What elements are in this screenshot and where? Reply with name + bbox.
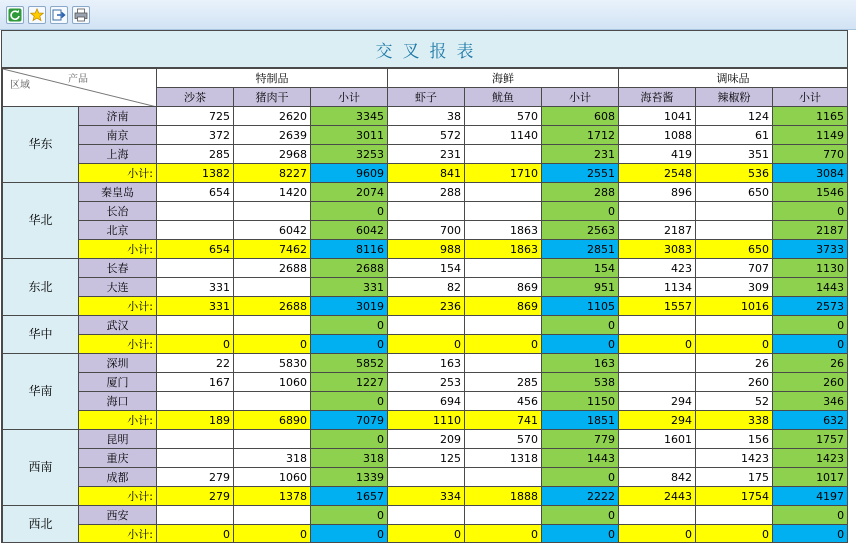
value-cell: 285 xyxy=(465,373,542,392)
value-cell xyxy=(157,316,234,335)
subtotal-value-cell: 1657 xyxy=(311,487,388,506)
subtotal-value-cell: 0 xyxy=(234,335,311,354)
value-cell xyxy=(619,316,696,335)
value-cell xyxy=(696,221,773,240)
value-cell xyxy=(234,316,311,335)
table-row xyxy=(3,202,848,221)
subtotal-cell: 6042 xyxy=(311,221,388,240)
value-cell: 2968 xyxy=(234,145,311,164)
value-cell: 1863 xyxy=(465,221,542,240)
subtotal-value-cell: 3019 xyxy=(311,297,388,316)
value-cell: 351 xyxy=(696,145,773,164)
subtotal-cell: 1339 xyxy=(311,468,388,487)
value-cell xyxy=(388,316,465,335)
subtotal-value-cell: 1016 xyxy=(696,297,773,316)
value-cell: 1041 xyxy=(619,107,696,126)
subtotal-value-cell: 1710 xyxy=(465,164,542,183)
subtotal-cell: 1130 xyxy=(773,259,848,278)
subtotal-value-cell: 0 xyxy=(619,525,696,544)
subtotal-value-cell: 650 xyxy=(696,240,773,259)
product-header: 海苔酱 xyxy=(619,88,696,107)
subtotal-value-cell: 8227 xyxy=(234,164,311,183)
subtotal-value-cell: 1378 xyxy=(234,487,311,506)
table-row xyxy=(3,430,848,449)
subtotal-cell: 3345 xyxy=(311,107,388,126)
value-cell: 2688 xyxy=(234,259,311,278)
value-cell xyxy=(619,354,696,373)
value-cell: 52 xyxy=(696,392,773,411)
refresh-icon xyxy=(8,8,22,22)
header-row-categories xyxy=(3,69,848,88)
value-cell xyxy=(465,468,542,487)
value-cell: 175 xyxy=(696,468,773,487)
category-header: 特制品 xyxy=(157,69,388,88)
category-header: 调味品 xyxy=(619,69,848,88)
value-cell: 1060 xyxy=(234,373,311,392)
product-header: 虾子 xyxy=(388,88,465,107)
city-cell: 海口 xyxy=(79,392,157,411)
star-icon xyxy=(30,8,44,22)
subtotal-value-cell: 0 xyxy=(696,335,773,354)
table-row xyxy=(3,316,848,335)
value-cell: 26 xyxy=(696,354,773,373)
cross-report xyxy=(1,30,848,543)
value-cell: 61 xyxy=(696,126,773,145)
subtotal-value-cell: 2443 xyxy=(619,487,696,506)
subtotal-cell: 26 xyxy=(773,354,848,373)
subtotal-value-cell: 1754 xyxy=(696,487,773,506)
subtotal-value-cell: 0 xyxy=(388,525,465,544)
region-cell: 西南 xyxy=(3,430,79,506)
product-header: 辣椒粉 xyxy=(696,88,773,107)
subtotal-value-cell: 869 xyxy=(465,297,542,316)
value-cell: 654 xyxy=(157,183,234,202)
subtotal-cell: 0 xyxy=(542,202,619,221)
value-cell: 650 xyxy=(696,183,773,202)
subtotal-value-cell: 3733 xyxy=(773,240,848,259)
value-cell xyxy=(619,506,696,525)
value-cell: 2187 xyxy=(619,221,696,240)
value-cell: 1420 xyxy=(234,183,311,202)
export-button[interactable] xyxy=(50,6,68,24)
value-cell: 1318 xyxy=(465,449,542,468)
subtotal-cell: 2688 xyxy=(311,259,388,278)
value-cell: 253 xyxy=(388,373,465,392)
city-cell: 大连 xyxy=(79,278,157,297)
city-cell: 深圳 xyxy=(79,354,157,373)
subtotal-cell: 5852 xyxy=(311,354,388,373)
subtotal-cell: 0 xyxy=(311,430,388,449)
subtotal-cell: 1149 xyxy=(773,126,848,145)
value-cell: 294 xyxy=(619,392,696,411)
subtotal-value-cell: 7462 xyxy=(234,240,311,259)
value-cell: 700 xyxy=(388,221,465,240)
subtotal-cell: 0 xyxy=(773,202,848,221)
value-cell xyxy=(465,316,542,335)
value-cell: 372 xyxy=(157,126,234,145)
subtotal-cell: 0 xyxy=(311,316,388,335)
subtotal-value-cell: 331 xyxy=(157,297,234,316)
value-cell: 260 xyxy=(696,373,773,392)
subtotal-value-cell: 536 xyxy=(696,164,773,183)
subtotal-value-cell: 2851 xyxy=(542,240,619,259)
value-cell: 896 xyxy=(619,183,696,202)
subtotal-cell: 2074 xyxy=(311,183,388,202)
value-cell: 1140 xyxy=(465,126,542,145)
subtotal-cell: 1423 xyxy=(773,449,848,468)
subtotal-value-cell: 654 xyxy=(157,240,234,259)
value-cell: 5830 xyxy=(234,354,311,373)
subtotal-value-cell: 0 xyxy=(696,525,773,544)
subtotal-cell: 288 xyxy=(542,183,619,202)
subtotal-value-cell: 0 xyxy=(619,335,696,354)
subtotal-value-cell: 2222 xyxy=(542,487,619,506)
value-cell xyxy=(234,202,311,221)
value-cell: 231 xyxy=(388,145,465,164)
subtotal-cell: 0 xyxy=(311,506,388,525)
table-row xyxy=(3,145,848,164)
value-cell: 1134 xyxy=(619,278,696,297)
table-row xyxy=(3,278,848,297)
value-cell: 331 xyxy=(157,278,234,297)
subtotal-cell: 1546 xyxy=(773,183,848,202)
value-cell xyxy=(388,506,465,525)
value-cell: 570 xyxy=(465,107,542,126)
subtotal-cell: 538 xyxy=(542,373,619,392)
subtotal-cell: 1227 xyxy=(311,373,388,392)
subtotal-column-header: 小计 xyxy=(773,88,848,107)
value-cell xyxy=(465,506,542,525)
subtotal-cell: 3253 xyxy=(311,145,388,164)
value-cell: 694 xyxy=(388,392,465,411)
subtotal-cell: 0 xyxy=(773,316,848,335)
region-cell: 华南 xyxy=(3,354,79,430)
value-cell: 842 xyxy=(619,468,696,487)
table-row xyxy=(3,392,848,411)
value-cell xyxy=(234,430,311,449)
value-cell: 22 xyxy=(157,354,234,373)
subtotal-cell: 0 xyxy=(542,506,619,525)
value-cell: 1601 xyxy=(619,430,696,449)
subtotal-value-cell: 0 xyxy=(157,335,234,354)
value-cell: 318 xyxy=(234,449,311,468)
value-cell: 82 xyxy=(388,278,465,297)
subtotal-value-cell: 236 xyxy=(388,297,465,316)
subtotal-cell: 770 xyxy=(773,145,848,164)
print-button[interactable] xyxy=(72,6,90,24)
subtotal-value-cell: 8116 xyxy=(311,240,388,259)
value-cell xyxy=(157,449,234,468)
value-cell xyxy=(388,468,465,487)
value-cell: 707 xyxy=(696,259,773,278)
value-cell xyxy=(696,506,773,525)
value-cell: 279 xyxy=(157,468,234,487)
subtotal-cell: 231 xyxy=(542,145,619,164)
value-cell: 725 xyxy=(157,107,234,126)
subtotal-cell: 3011 xyxy=(311,126,388,145)
subtotal-cell: 260 xyxy=(773,373,848,392)
value-cell xyxy=(696,316,773,335)
corner-region-label: 区域 xyxy=(10,80,30,91)
subtotal-cell: 779 xyxy=(542,430,619,449)
subtotal-value-cell: 9609 xyxy=(311,164,388,183)
subtotal-value-cell: 0 xyxy=(234,525,311,544)
report-title-bar xyxy=(2,31,847,68)
city-cell: 重庆 xyxy=(79,449,157,468)
value-cell xyxy=(157,430,234,449)
value-cell: 209 xyxy=(388,430,465,449)
value-cell xyxy=(388,202,465,221)
value-cell xyxy=(619,449,696,468)
value-cell: 285 xyxy=(157,145,234,164)
subtotal-value-cell: 741 xyxy=(465,411,542,430)
subtotal-cell: 1443 xyxy=(542,449,619,468)
value-cell xyxy=(157,259,234,278)
corner-product-label: 产品 xyxy=(68,74,88,85)
subtotal-row xyxy=(3,335,848,354)
subtotal-value-cell: 2548 xyxy=(619,164,696,183)
subtotal-cell: 608 xyxy=(542,107,619,126)
subtotal-value-cell: 3083 xyxy=(619,240,696,259)
value-cell: 309 xyxy=(696,278,773,297)
value-cell: 156 xyxy=(696,430,773,449)
subtotal-row-label: 小计: xyxy=(79,335,157,354)
subtotal-cell: 1757 xyxy=(773,430,848,449)
subtotal-column-header: 小计 xyxy=(311,88,388,107)
subtotal-cell: 1443 xyxy=(773,278,848,297)
city-cell: 厦门 xyxy=(79,373,157,392)
subtotal-value-cell: 988 xyxy=(388,240,465,259)
table-row xyxy=(3,107,848,126)
subtotal-cell: 346 xyxy=(773,392,848,411)
subtotal-cell: 0 xyxy=(773,506,848,525)
value-cell: 1060 xyxy=(234,468,311,487)
value-cell xyxy=(696,202,773,221)
subtotal-value-cell: 0 xyxy=(311,525,388,544)
value-cell: 125 xyxy=(388,449,465,468)
city-cell: 成都 xyxy=(79,468,157,487)
value-cell xyxy=(619,373,696,392)
subtotal-value-cell: 3084 xyxy=(773,164,848,183)
region-cell: 西北 xyxy=(3,506,79,544)
value-cell: 154 xyxy=(388,259,465,278)
value-cell: 423 xyxy=(619,259,696,278)
value-cell xyxy=(157,392,234,411)
product-header: 沙茶 xyxy=(157,88,234,107)
subtotal-cell: 163 xyxy=(542,354,619,373)
corner-cell xyxy=(3,69,157,107)
subtotal-value-cell: 1851 xyxy=(542,411,619,430)
toolbar xyxy=(0,0,856,30)
value-cell xyxy=(465,183,542,202)
region-cell: 东北 xyxy=(3,259,79,316)
subtotal-value-cell: 1863 xyxy=(465,240,542,259)
value-cell: 456 xyxy=(465,392,542,411)
value-cell xyxy=(234,506,311,525)
value-cell xyxy=(465,202,542,221)
subtotal-cell: 318 xyxy=(311,449,388,468)
subtotal-cell: 0 xyxy=(542,468,619,487)
value-cell: 869 xyxy=(465,278,542,297)
region-cell: 华北 xyxy=(3,183,79,259)
subtotal-row-label: 小计: xyxy=(79,525,157,544)
city-cell: 北京 xyxy=(79,221,157,240)
value-cell: 288 xyxy=(388,183,465,202)
table-row xyxy=(3,183,848,202)
subtotal-cell: 951 xyxy=(542,278,619,297)
value-cell xyxy=(157,506,234,525)
subtotal-value-cell: 0 xyxy=(465,525,542,544)
subtotal-value-cell: 334 xyxy=(388,487,465,506)
subtotal-value-cell: 1382 xyxy=(157,164,234,183)
value-cell: 124 xyxy=(696,107,773,126)
city-cell: 济南 xyxy=(79,107,157,126)
table-row xyxy=(3,449,848,468)
subtotal-value-cell: 0 xyxy=(542,335,619,354)
value-cell: 6042 xyxy=(234,221,311,240)
value-cell xyxy=(465,259,542,278)
subtotal-value-cell: 7079 xyxy=(311,411,388,430)
value-cell: 1423 xyxy=(696,449,773,468)
subtotal-row-label: 小计: xyxy=(79,297,157,316)
subtotal-value-cell: 4197 xyxy=(773,487,848,506)
city-cell: 长春 xyxy=(79,259,157,278)
value-cell xyxy=(465,145,542,164)
value-cell: 167 xyxy=(157,373,234,392)
subtotal-row xyxy=(3,240,848,259)
subtotal-row-label: 小计: xyxy=(79,240,157,259)
subtotal-cell: 1150 xyxy=(542,392,619,411)
value-cell: 419 xyxy=(619,145,696,164)
value-cell: 2639 xyxy=(234,126,311,145)
subtotal-value-cell: 841 xyxy=(388,164,465,183)
value-cell xyxy=(157,202,234,221)
category-header: 海鲜 xyxy=(388,69,619,88)
subtotal-value-cell: 0 xyxy=(773,525,848,544)
value-cell: 2620 xyxy=(234,107,311,126)
table-row xyxy=(3,354,848,373)
table-row xyxy=(3,373,848,392)
export-icon xyxy=(52,8,66,22)
subtotal-row-label: 小计: xyxy=(79,487,157,506)
value-cell xyxy=(157,221,234,240)
value-cell xyxy=(234,392,311,411)
subtotal-value-cell: 1888 xyxy=(465,487,542,506)
subtotal-value-cell: 294 xyxy=(619,411,696,430)
subtotal-value-cell: 1110 xyxy=(388,411,465,430)
value-cell: 572 xyxy=(388,126,465,145)
subtotal-value-cell: 0 xyxy=(542,525,619,544)
product-header: 鱿鱼 xyxy=(465,88,542,107)
subtotal-value-cell: 0 xyxy=(388,335,465,354)
city-cell: 西安 xyxy=(79,506,157,525)
subtotal-cell: 2187 xyxy=(773,221,848,240)
subtotal-value-cell: 189 xyxy=(157,411,234,430)
table-row xyxy=(3,221,848,240)
subtotal-value-cell: 1557 xyxy=(619,297,696,316)
table-row xyxy=(3,126,848,145)
subtotal-cell: 1017 xyxy=(773,468,848,487)
subtotal-value-cell: 2573 xyxy=(773,297,848,316)
city-cell: 秦皇岛 xyxy=(79,183,157,202)
refresh-button[interactable] xyxy=(6,6,24,24)
subtotal-row xyxy=(3,487,848,506)
city-cell: 昆明 xyxy=(79,430,157,449)
subtotal-cell: 331 xyxy=(311,278,388,297)
subtotal-row xyxy=(3,525,848,544)
cross-table xyxy=(2,68,848,543)
table-row xyxy=(3,506,848,525)
value-cell: 163 xyxy=(388,354,465,373)
subtotal-value-cell: 1105 xyxy=(542,297,619,316)
subtotal-column-header: 小计 xyxy=(542,88,619,107)
subtotal-row-label: 小计: xyxy=(79,164,157,183)
city-cell: 长冶 xyxy=(79,202,157,221)
subtotal-cell: 2563 xyxy=(542,221,619,240)
table-row xyxy=(3,259,848,278)
subtotal-cell: 1165 xyxy=(773,107,848,126)
subtotal-value-cell: 338 xyxy=(696,411,773,430)
city-cell: 上海 xyxy=(79,145,157,164)
subtotal-value-cell: 279 xyxy=(157,487,234,506)
value-cell xyxy=(234,278,311,297)
city-cell: 武汉 xyxy=(79,316,157,335)
value-cell: 1088 xyxy=(619,126,696,145)
subtotal-value-cell: 0 xyxy=(773,335,848,354)
subtotal-cell: 0 xyxy=(542,316,619,335)
subtotal-cell: 1712 xyxy=(542,126,619,145)
favorite-button[interactable] xyxy=(28,6,46,24)
subtotal-row xyxy=(3,164,848,183)
subtotal-value-cell: 6890 xyxy=(234,411,311,430)
subtotal-value-cell: 632 xyxy=(773,411,848,430)
product-header: 猪肉干 xyxy=(234,88,311,107)
value-cell xyxy=(465,354,542,373)
region-cell: 华东 xyxy=(3,107,79,183)
subtotal-row xyxy=(3,297,848,316)
report-title: 交叉报表 xyxy=(375,41,484,62)
table-row xyxy=(3,468,848,487)
subtotal-cell: 0 xyxy=(311,392,388,411)
subtotal-value-cell: 0 xyxy=(157,525,234,544)
subtotal-value-cell: 2688 xyxy=(234,297,311,316)
value-cell: 38 xyxy=(388,107,465,126)
value-cell xyxy=(619,202,696,221)
subtotal-value-cell: 0 xyxy=(465,335,542,354)
subtotal-cell: 154 xyxy=(542,259,619,278)
city-cell: 南京 xyxy=(79,126,157,145)
subtotal-value-cell: 2551 xyxy=(542,164,619,183)
subtotal-row-label: 小计: xyxy=(79,411,157,430)
subtotal-value-cell: 0 xyxy=(311,335,388,354)
value-cell: 570 xyxy=(465,430,542,449)
subtotal-cell: 0 xyxy=(311,202,388,221)
region-cell: 华中 xyxy=(3,316,79,354)
print-icon xyxy=(74,8,88,22)
subtotal-row xyxy=(3,411,848,430)
